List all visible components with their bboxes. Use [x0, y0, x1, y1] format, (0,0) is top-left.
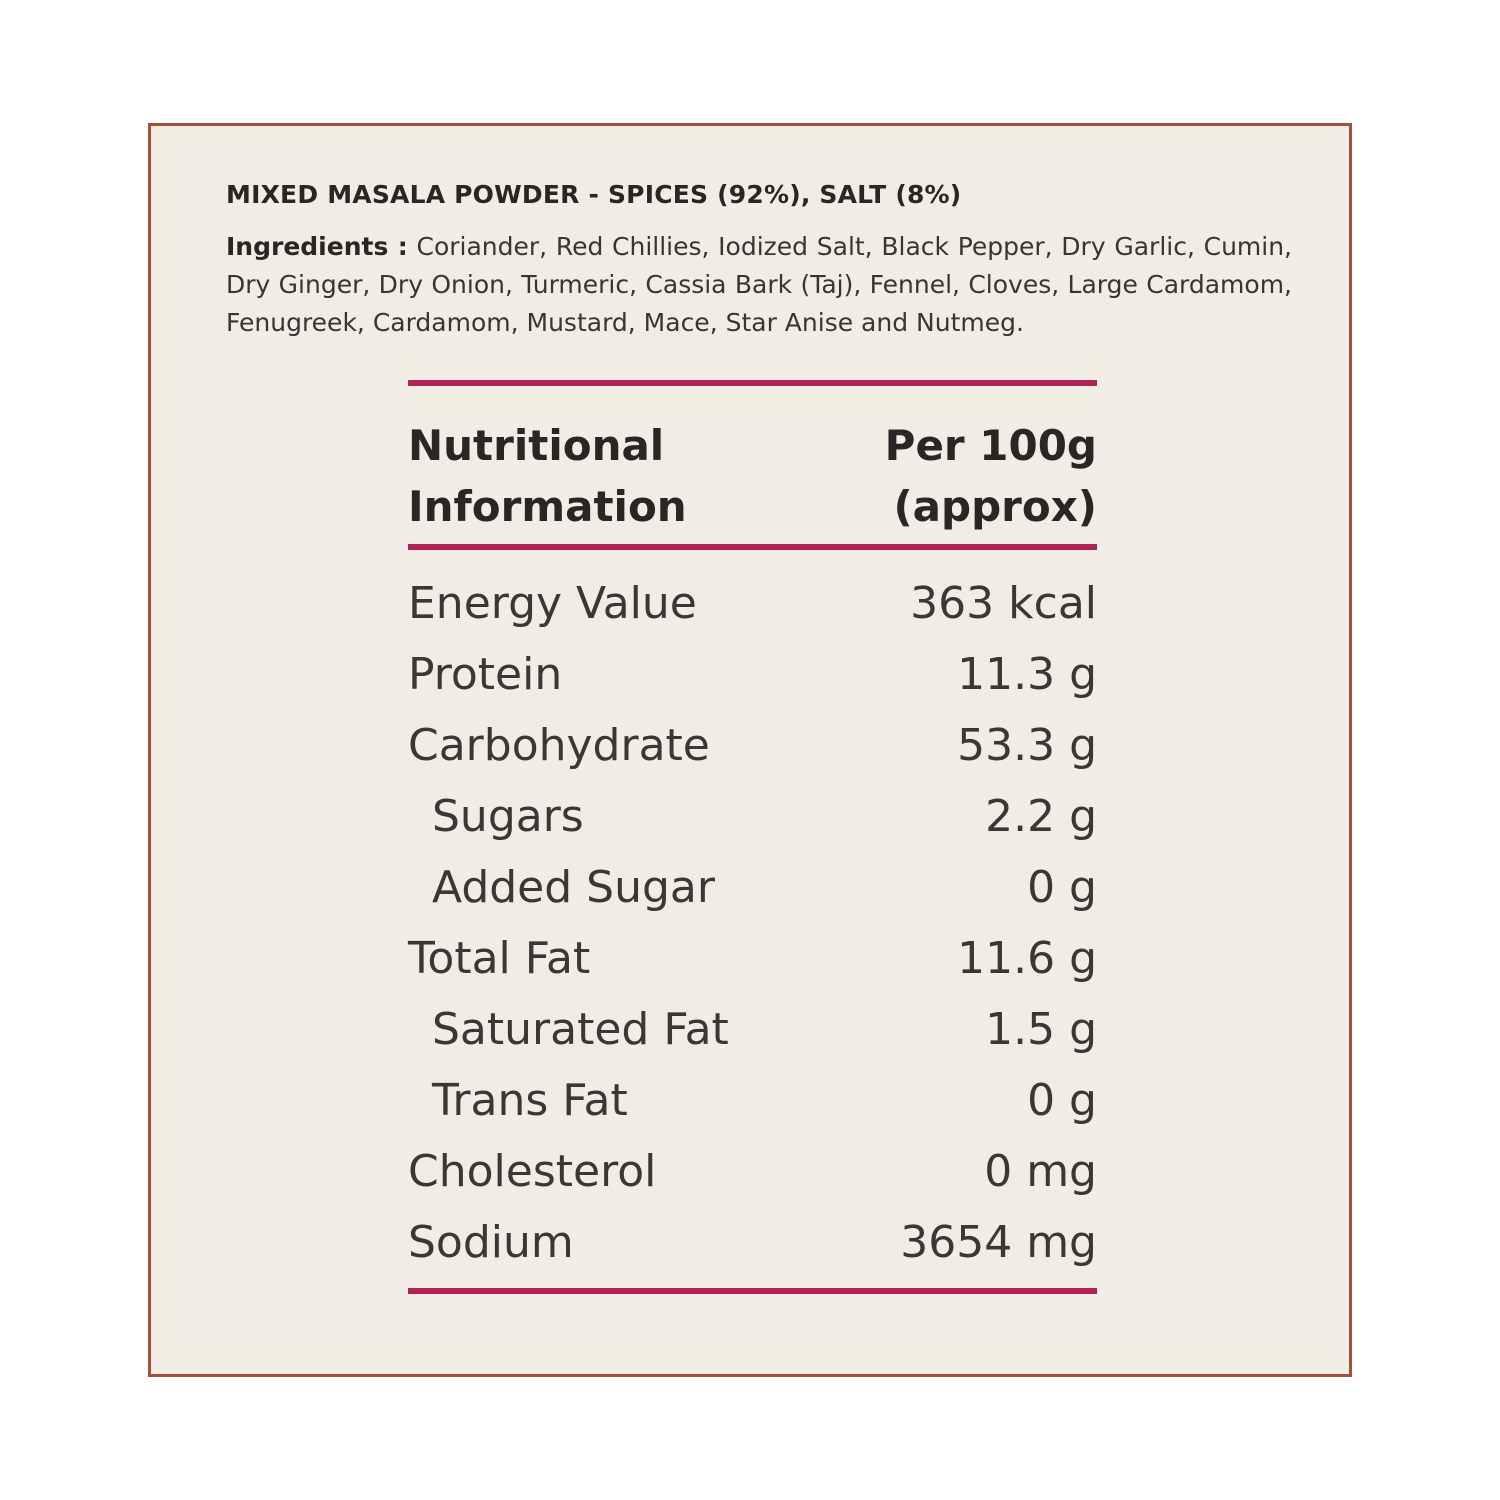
- nutrient-row-saturated-fat: [408, 994, 1097, 1065]
- nutrient-value: 1.5 g: [985, 1004, 1097, 1055]
- nutrient-row-cholesterol: [408, 1136, 1097, 1207]
- ingredients-label: Ingredients :: [226, 232, 408, 261]
- nutrient-label: Protein: [408, 649, 563, 700]
- nutrient-value: 0 g: [1027, 1075, 1097, 1126]
- nutrient-row-carbohydrate: [408, 710, 1097, 781]
- nutrient-value: 2.2 g: [985, 791, 1097, 842]
- label-panel: [148, 123, 1352, 1377]
- nutrient-label: Sugars: [432, 791, 584, 842]
- nutrient-row-added-sugar: [408, 852, 1097, 923]
- header-left-line1: Nutritional: [408, 421, 665, 470]
- bottom-rule: [408, 1288, 1097, 1294]
- nutrition-header-serving: [885, 415, 1097, 537]
- product-title: MIXED MASALA POWDER - SPICES (92%), SALT (8%): [226, 180, 962, 209]
- nutrient-value: 3654 mg: [900, 1217, 1097, 1268]
- nutrient-value: 11.3 g: [957, 649, 1097, 700]
- nutrient-label: Total Fat: [408, 933, 591, 984]
- nutrient-row-total-fat: [408, 923, 1097, 994]
- nutrient-value: 363 kcal: [910, 578, 1097, 629]
- ingredients-text: Coriander, Red Chillies, Iodized Salt, Black Pepper, Dry Garlic, Cumin, Dry Ginger, Dry Onion, Turmeric, Cassia Bark (Taj), Fennel, Cloves, Large Cardamom, Fenugreek, Cardamom, Mustard, Mace, Star Anise and Nutmeg.: [226, 232, 1292, 337]
- nutrient-label: Added Sugar: [432, 862, 715, 913]
- nutrient-value: 0 g: [1027, 862, 1097, 913]
- nutrient-label: Trans Fat: [432, 1075, 628, 1126]
- nutrient-value: 11.6 g: [957, 933, 1097, 984]
- nutrient-row-energy: [408, 568, 1097, 639]
- nutrition-header: [408, 386, 1097, 544]
- nutrient-row-sodium: [408, 1207, 1097, 1278]
- header-right-line2: (approx): [893, 482, 1097, 531]
- nutrient-row-trans-fat: [408, 1065, 1097, 1136]
- header-left-line2: Information: [408, 482, 687, 531]
- nutrient-label: Energy Value: [408, 578, 697, 629]
- nutrient-label: Cholesterol: [408, 1146, 657, 1197]
- nutrition-rows: [408, 550, 1097, 1288]
- header-right-line1: Per 100g: [884, 421, 1097, 470]
- nutrient-label: Saturated Fat: [432, 1004, 729, 1055]
- nutrient-value: 0 mg: [984, 1146, 1097, 1197]
- nutrition-table: [408, 380, 1097, 1294]
- nutrient-row-sugars: [408, 781, 1097, 852]
- nutrient-value: 53.3 g: [957, 720, 1097, 771]
- nutrition-header-title: [408, 415, 687, 537]
- nutrient-row-protein: [408, 639, 1097, 710]
- ingredients-paragraph: [226, 228, 1292, 342]
- nutrient-label: Carbohydrate: [408, 720, 710, 771]
- nutrient-label: Sodium: [408, 1217, 574, 1268]
